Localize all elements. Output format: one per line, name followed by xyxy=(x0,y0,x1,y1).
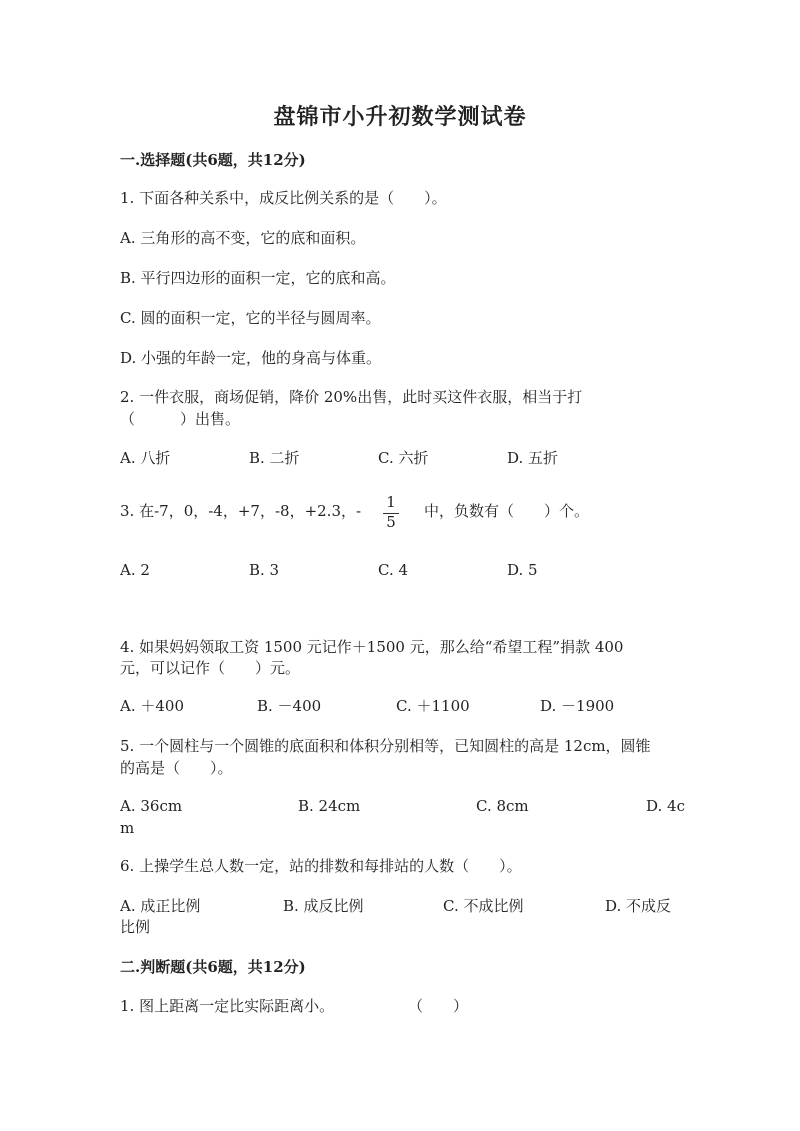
question-4-stem-line-1: 4. 如果妈妈领取工资 1500 元记作＋1500 元，那么给“希望工程”捐款 400 xyxy=(120,638,624,656)
question-2-option-b: B. 二折 xyxy=(249,449,300,467)
question-1-option-c: C. 圆的面积一定，它的半径与圆周率。 xyxy=(120,309,381,327)
question-3-stem-before: 3. 在-7，0，-4，+7，-8，+2.3，- xyxy=(120,502,362,520)
question-6-option-d: D. 不成反 xyxy=(605,897,672,915)
question-4-option-a: A. ＋400 xyxy=(120,697,184,715)
question-2-option-d: D. 五折 xyxy=(507,449,559,467)
question-1-stem: 1. 下面各种关系中，成反比例关系的是（ ）。 xyxy=(120,189,447,207)
question-2-option-c: C. 六折 xyxy=(378,449,429,467)
question-5-option-d: D. 4c xyxy=(646,797,685,815)
question-5-option-a: A. 36cm xyxy=(120,797,183,815)
question-5-option-b: B. 24cm xyxy=(298,797,361,815)
question-3-option-b: B. 3 xyxy=(249,561,280,579)
fraction-numerator: 1 xyxy=(386,493,396,511)
judgment-1-stem: 1. 图上距离一定比实际距离小。 xyxy=(120,997,335,1015)
question-2-stem-line-1: 2. 一件衣服，商场促销，降价 20%出售，此时买这件衣服，相当于打 xyxy=(120,388,583,406)
question-1-option-d: D. 小强的年龄一定，他的身高与体重。 xyxy=(120,349,382,367)
question-4-stem-line-2: 元，可以记作（ ）元。 xyxy=(120,659,301,677)
question-6-stem: 6. 上操学生总人数一定，站的排数和每排站的人数（ ）。 xyxy=(120,857,522,875)
question-3-option-c: C. 4 xyxy=(378,561,409,579)
section-heading-choice: 一.选择题(共6题，共12分) xyxy=(120,151,306,169)
question-3-option-a: A. 2 xyxy=(120,561,150,579)
question-5-option-d-wrap: m xyxy=(120,819,135,837)
fraction-denominator: 5 xyxy=(386,513,396,531)
judgment-1-blank: （ ） xyxy=(408,997,469,1015)
question-6-option-a: A. 成正比例 xyxy=(120,897,201,915)
question-6-option-b: B. 成反比例 xyxy=(283,897,364,915)
section-heading-judgment: 二.判断题(共6题，共12分) xyxy=(120,958,306,976)
page-title: 盘锦市小升初数学测试卷 xyxy=(273,104,527,130)
question-1-option-b: B. 平行四边形的面积一定，它的底和高。 xyxy=(120,269,396,287)
question-2-option-a: A. 八折 xyxy=(120,449,171,467)
question-6-option-d-wrap: 比例 xyxy=(120,918,151,936)
question-3-stem-after: 中，负数有（ ）个。 xyxy=(424,502,590,520)
question-5-stem-line-2: 的高是（ ）。 xyxy=(120,759,233,777)
question-5-stem-line-1: 5. 一个圆柱与一个圆锥的底面积和体积分别相等，已知圆柱的高是 12cm，圆锥 xyxy=(120,737,651,755)
question-6-option-c: C. 不成比例 xyxy=(443,897,524,915)
question-3-option-d: D. 5 xyxy=(507,561,538,579)
question-5-option-c: C. 8cm xyxy=(476,797,529,815)
question-4-option-b: B. －400 xyxy=(257,697,322,715)
question-4-option-d: D. －1900 xyxy=(540,697,615,715)
question-2-stem-line-2: （ ）出售。 xyxy=(120,410,241,428)
question-1-option-a: A. 三角形的高不变，它的底和面积。 xyxy=(120,229,366,247)
question-4-option-c: C. ＋1100 xyxy=(396,697,470,715)
